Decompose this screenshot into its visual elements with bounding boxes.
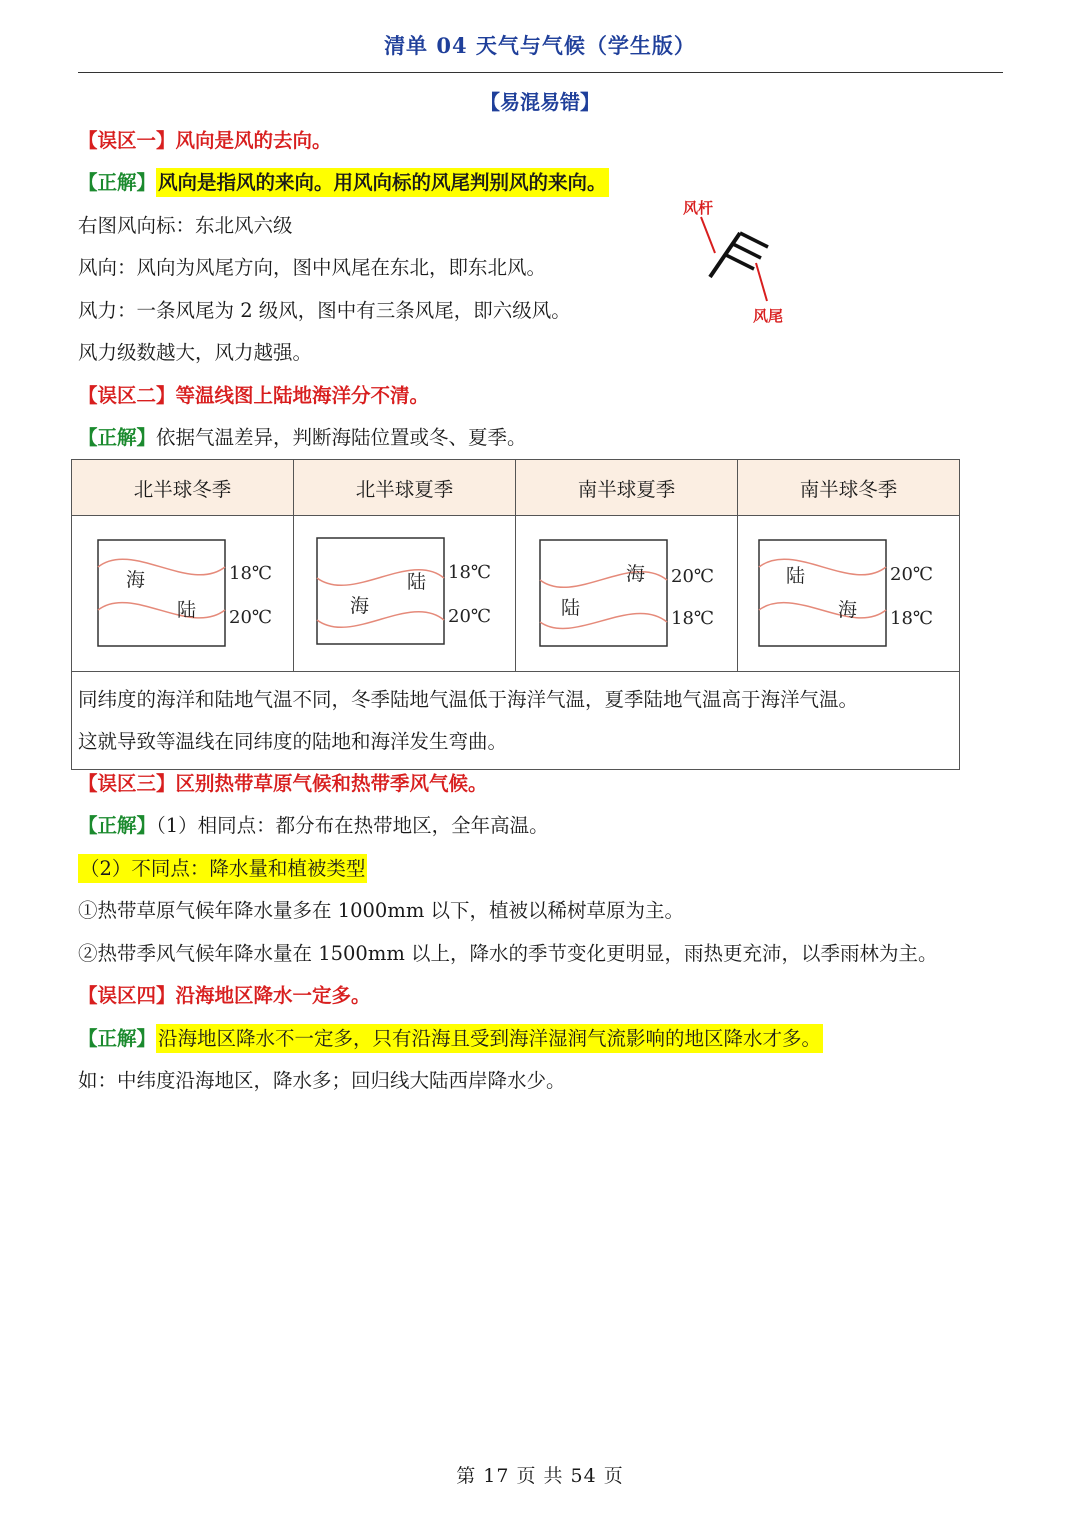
correction-2 [78, 424, 527, 452]
wind-vane-figure [672, 193, 792, 333]
correction-3 [78, 812, 549, 840]
sea-label: 海 [626, 563, 646, 585]
isotherm-line-top [540, 572, 667, 588]
isotherm-diagram-nh-winter [72, 516, 293, 667]
isotherm-diagram-cell [738, 516, 960, 672]
isotherm-diagram-cell [72, 516, 294, 672]
correction-2-tag: 【正解】 [78, 426, 157, 449]
wind-tail-3 [726, 255, 754, 269]
wind-shaft-label: 风杆 [683, 199, 714, 217]
isotherm-diagram-sh-winter [738, 516, 959, 667]
m3-highlight-line [78, 855, 367, 883]
m1-line-4: 风力级数越大，风力越强。 [78, 341, 313, 364]
table-header-cell: 北半球冬季 [72, 460, 294, 516]
misconception-4-tag: 【误区四】 [78, 984, 176, 1007]
table-header-cell: 北半球夏季 [294, 460, 516, 516]
tail-pointer-line [756, 263, 767, 301]
correction-3-text: （1）相同点：都分布在热带地区，全年高温。 [156, 814, 549, 837]
isotherm-diagram-cell [294, 516, 516, 672]
misconception-3-text: 区别热带草原气候和热带季风气候。 [175, 772, 488, 795]
shaft-pointer-line [701, 217, 715, 253]
wind-tail-2 [733, 244, 761, 258]
section-title: 【易混易错】 [480, 90, 600, 114]
isotherm-diagram-nh-summer [294, 516, 515, 667]
isotherm-line-bottom [759, 603, 886, 618]
isotherm-line-top [759, 559, 886, 575]
land-label: 陆 [786, 565, 806, 587]
m1-line-1: 右图风向标：东北风六级 [78, 214, 293, 237]
misconception-2-text: 等温线图上陆地海洋分不清。 [175, 384, 430, 407]
temp-label-top: 18℃ [448, 562, 492, 583]
m3-line-2: ②热带季风气候年降水量在 1500mm 以上，降水的季节变化更明显，雨热更充沛，以季雨林为主。 [78, 942, 938, 965]
isotherm-line-bottom [540, 613, 667, 628]
m4-example: 如：中纬度沿海地区，降水多；回归线大陆西岸降水少。 [78, 1069, 566, 1092]
diagram-frame [759, 540, 886, 646]
m1-line-2: 风向：风向为风尾方向，图中风尾在东北，即东北风。 [78, 256, 547, 279]
correction-1-text: 风向是指风的来向。用风向标的风尾判别风的来向。 [156, 168, 609, 197]
land-label: 陆 [177, 599, 197, 621]
table-note-line-1: 同纬度的海洋和陆地气温不同，冬季陆地气温低于海洋气温，夏季陆地气温高于海洋气温。 [78, 688, 859, 711]
correction-4-text: 沿海地区降水不一定多，只有沿海且受到海洋湿润气流影响的地区降水才多。 [156, 1024, 823, 1053]
wind-shaft [710, 233, 740, 277]
table-header-cell: 南半球夏季 [516, 460, 738, 516]
table-note-cell [72, 672, 960, 770]
diagram-frame [540, 540, 667, 646]
land-label: 陆 [561, 597, 581, 619]
land-label: 陆 [407, 571, 427, 593]
sea-label: 海 [838, 599, 858, 621]
temp-label-top: 20℃ [671, 566, 715, 587]
sea-label: 海 [126, 569, 146, 591]
misconception-3 [78, 770, 488, 798]
misconception-4 [78, 982, 371, 1010]
wind-tail-label: 风尾 [753, 307, 784, 325]
misconception-4-text: 沿海地区降水一定多。 [175, 984, 371, 1007]
temp-label-top: 18℃ [229, 563, 273, 584]
m3-line-1: ①热带草原气候年降水量多在 1000mm 以下，植被以稀树草原为主。 [78, 899, 685, 922]
misconception-1 [78, 127, 332, 155]
correction-3-tag: 【正解】 [78, 814, 157, 837]
misconception-2-tag: 【误区二】 [78, 384, 176, 407]
m3-highlight-text: （2）不同点：降水量和植被类型 [78, 854, 367, 883]
isotherm-line-bottom [317, 612, 444, 628]
temp-label-bottom: 20℃ [448, 606, 492, 627]
table-note-line-2: 这就导致等温线在同纬度的陆地和海洋发生弯曲。 [78, 730, 508, 753]
temp-label-bottom: 18℃ [890, 608, 934, 629]
page-header-title: 清单 04 天气与气候（学生版） [384, 33, 696, 58]
correction-4 [78, 1025, 823, 1053]
misconception-2 [78, 382, 429, 410]
correction-1 [78, 169, 609, 197]
temp-label-bottom: 20℃ [229, 607, 273, 628]
misconception-1-text: 风向是风的去向。 [175, 129, 332, 152]
isotherm-table [71, 459, 960, 770]
page-footer: 第 17 页 共 54 页 [456, 1465, 624, 1487]
table-header-cell: 南半球冬季 [738, 460, 960, 516]
misconception-3-tag: 【误区三】 [78, 772, 176, 795]
misconception-1-tag: 【误区一】 [78, 129, 176, 152]
isotherm-line-top [98, 559, 225, 575]
diagram-frame [98, 540, 225, 646]
isotherm-diagram-sh-summer [516, 516, 737, 667]
temp-label-top: 20℃ [890, 564, 934, 585]
wind-tail-1 [740, 233, 768, 247]
sea-label: 海 [350, 595, 370, 617]
temp-label-bottom: 18℃ [671, 608, 715, 629]
correction-4-tag: 【正解】 [78, 1027, 157, 1050]
isotherm-diagram-cell [516, 516, 738, 672]
isotherm-line-bottom [98, 603, 225, 618]
correction-2-text: 依据气温差异，判断海陆位置或冬、夏季。 [156, 426, 527, 449]
m1-line-3: 风力：一条风尾为 2 级风，图中有三条风尾，即六级风。 [78, 299, 571, 322]
correction-1-tag: 【正解】 [78, 171, 157, 194]
header-divider [78, 72, 1003, 73]
